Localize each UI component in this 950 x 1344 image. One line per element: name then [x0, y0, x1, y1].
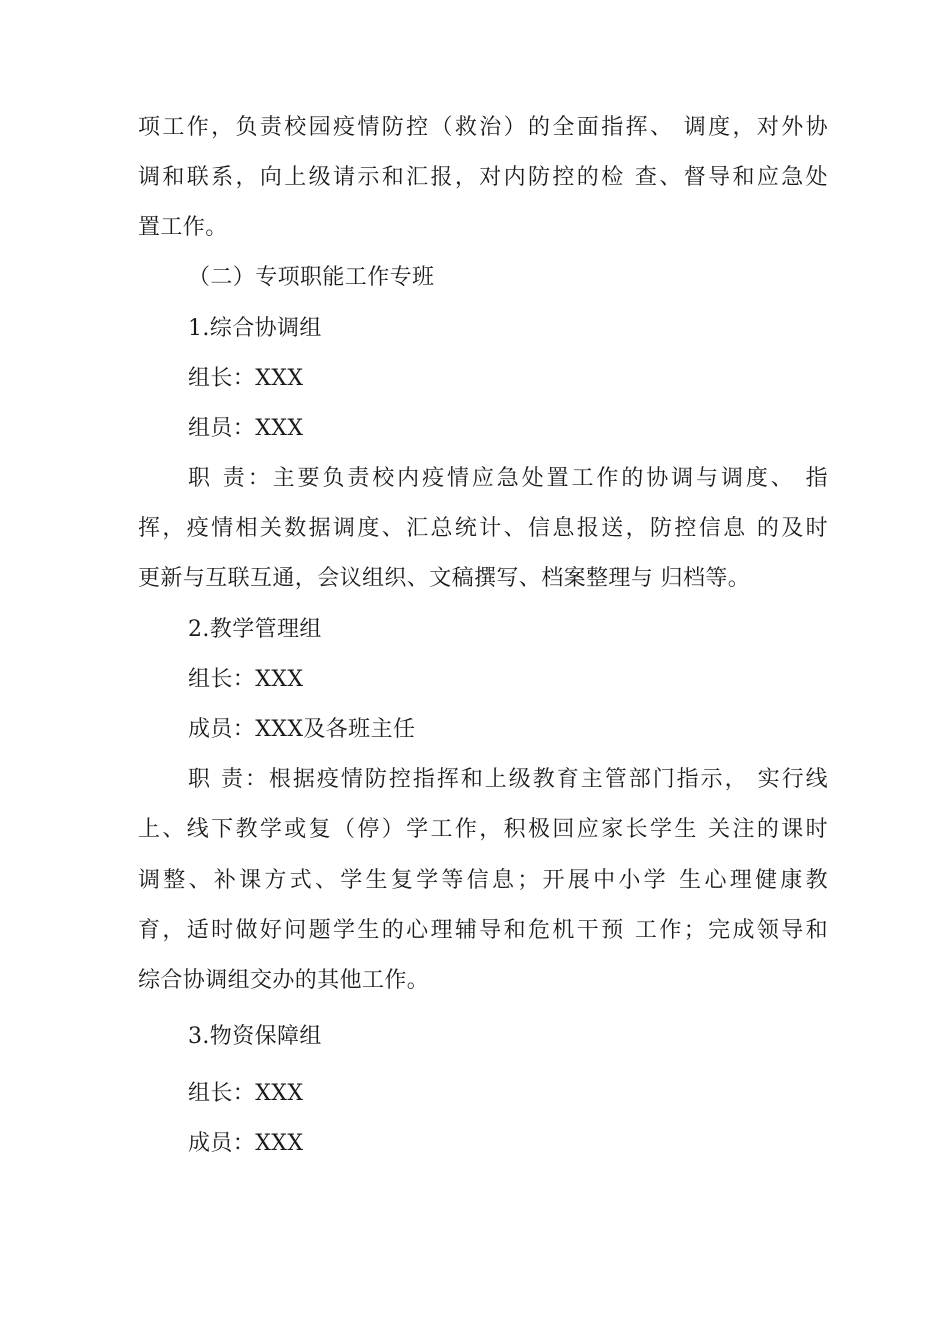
group-member: 组员：XXX: [188, 416, 304, 441]
group-member: 成员：XXX及各班主任: [188, 717, 416, 742]
group-leader: 组长：XXX: [188, 1081, 304, 1106]
text-line: 更新与互联互通，会议组织、文稿撰写、档案整理与 归档等。: [138, 566, 751, 591]
text-line: 置工作。: [138, 215, 228, 240]
text-line: 调整、补课方式、学生复学等信息；开展中小学 生心理健康教: [138, 868, 828, 893]
text-line: 综合协调组交办的其他工作。: [138, 968, 430, 993]
group-member: 成员：XXX: [188, 1131, 304, 1156]
group-leader: 组长：XXX: [188, 667, 304, 692]
group-heading: 2.教学管理组: [188, 617, 322, 642]
duty-line: 职 责：主要负责校内疫情应急处置工作的协调与调度、 指: [188, 466, 828, 491]
group-leader: 组长：XXX: [188, 366, 304, 391]
text-line: 上、线下教学或复（停）学工作，积极回应家长学生 关注的课时: [138, 817, 828, 842]
text-line: 项工作，负责校园疫情防控（救治）的全面指挥、 调度，对外协: [138, 115, 828, 140]
text-line: 调和联系，向上级请示和汇报，对内防控的检 查、督导和应急处: [138, 165, 828, 190]
duty-line: 职 责：根据疫情防控指挥和上级教育主管部门指示， 实行线: [188, 767, 828, 792]
text-line: 育，适时做好问题学生的心理辅导和危机干预 工作；完成领导和: [138, 918, 828, 943]
section-heading: （二）专项职能工作专班: [188, 265, 435, 290]
text-line: 挥，疫情相关数据调度、汇总统计、信息报送，防控信息 的及时: [138, 516, 828, 541]
group-heading: 1.综合协调组: [188, 316, 322, 341]
group-heading: 3.物资保障组: [188, 1024, 322, 1049]
